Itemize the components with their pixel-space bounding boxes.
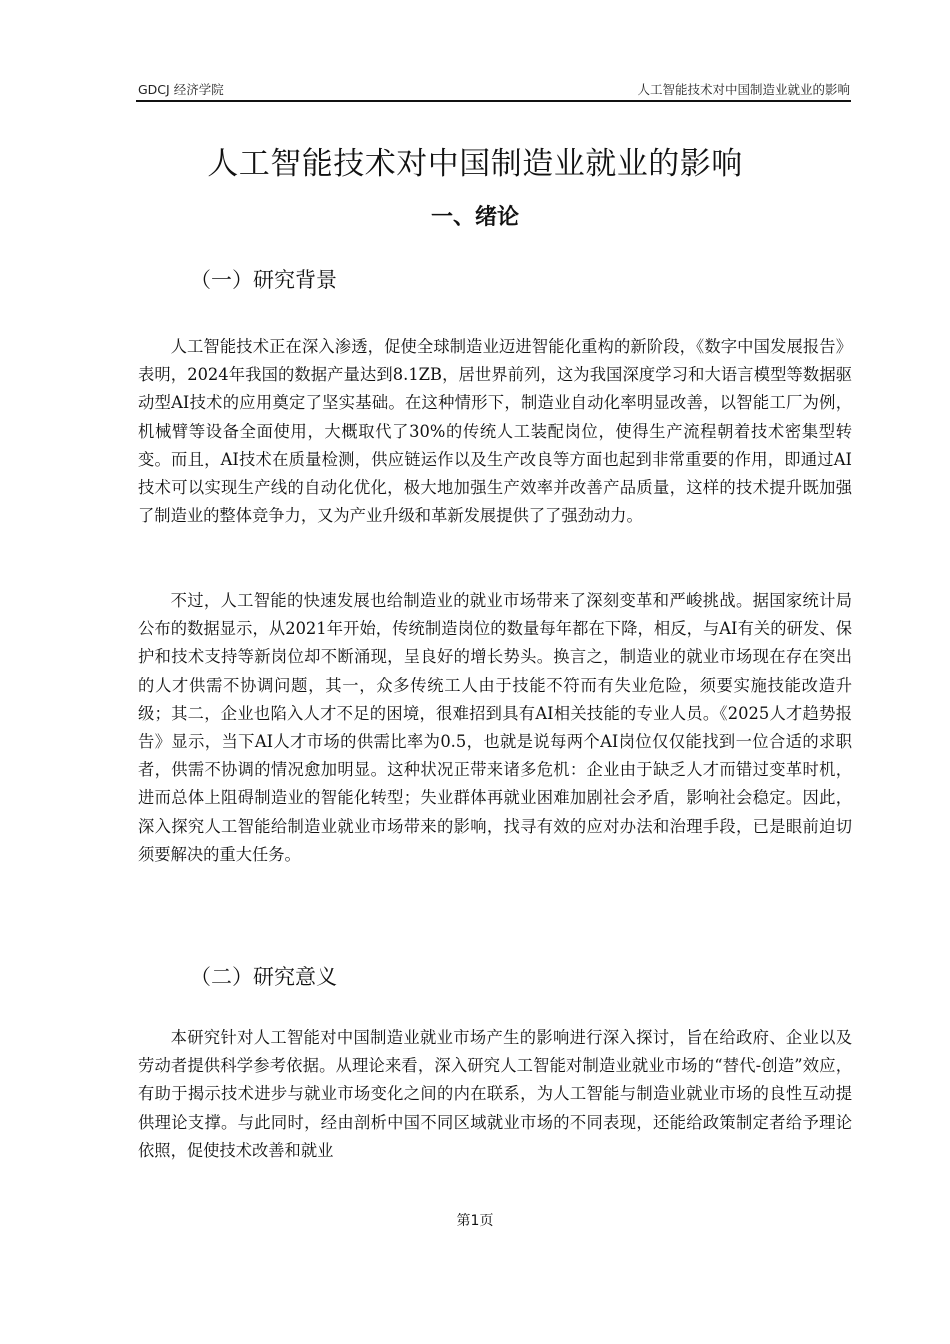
document-title: 人工智能技术对中国制造业就业的影响 (207, 146, 743, 182)
body-paragraph: 本研究针对人工智能对中国制造业就业市场产生的影响进行深入探讨，旨在给政府、企业以及劳动者提供科学参考依据。从理论来看，深入研究人工智能对制造业就业市场的“替代-创造”效应，有助于揭示技术进步与就业市场变化之间的内在联系，为人工智能与制造业就业市场的良性互动提供理论支撑。与此同时，经由剖析中国不同区域就业市场的不同表现，还能给政策制定者给予理论依照，促使技术改善和就业 (138, 1028, 852, 1160)
section-heading-background: （一）研究背景 (190, 268, 337, 292)
page-number: 第1页 (456, 1213, 494, 1229)
body-paragraph: 人工智能技术正在深入渗透，促使全球制造业迈进智能化重构的新阶段，《数字中国发展报告》表明，2024年我国的数据产量达到8.1ZB，居世界前列，这为我国深度学习和大语言模型等数据驱动型AI技术的应用奠定了坚实基础。在这种情形下，制造业自动化率明显改善，以智能工厂为例，机械臂等设备全面使用，大概取代了30%的传统人工装配岗位，使得生产流程朝着技术密集型转变。而且，AI技术在质量检测，供应链运作以及生产改良等方面也起到非常重要的作用，即通过AI技术可以实现生产线的自动化优化，极大地加强生产效率并改善产品质量，这样的技术提升既加强了制造业的整体竞争力，又为产业升级和革新发展提供了了强劲动力。 (138, 337, 852, 526)
body-paragraph: 不过，人工智能的快速发展也给制造业的就业市场带来了深刻变革和严峻挑战。据国家统计局公布的数据显示，从2021年开始，传统制造岗位的数量每年都在下降，相反，与AI有关的研发、保护和技术支持等新岗位却不断涌现，呈良好的增长势头。换言之，制造业的就业市场现在存在突出的人才供需不协调问题，其一，众多传统工人由于技能不符而有失业危险，须要实施技能改造升级；其二，企业也陷入人才不足的困境，很难招到具有AI相关技能的专业人员。《2025人才趋势报告》显示，当下AI人才市场的供需比率为0.5，也就是说每两个AI岗位仅仅能找到一位合适的求职者，供需不协调的情况愈加明显。这种状况正带来诸多危机：企业由于缺乏人才而错过变革时机，进而总体上阻碍制造业的智能化转型；失业群体再就业困难加剧社会矛盾，影响社会稳定。因此，深入探究人工智能给制造业就业市场带来的影响，找寻有效的应对办法和治理手段，已是眼前迫切须要解决的重大任务。 (138, 591, 852, 864)
header-running-title: 人工智能技术对中国制造业就业的影响 (637, 82, 850, 97)
section-heading-significance: （二）研究意义 (190, 965, 337, 989)
header-institution: GDCJ 经济学院 (138, 82, 224, 97)
header-divider (136, 100, 851, 102)
chapter-heading: 一、绪论 (430, 205, 519, 230)
page-header (138, 80, 850, 100)
